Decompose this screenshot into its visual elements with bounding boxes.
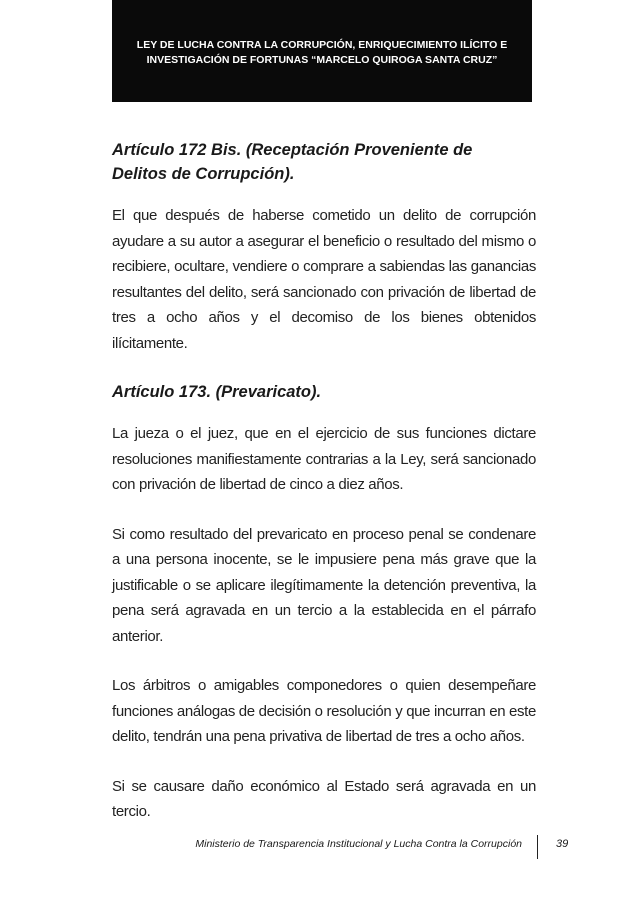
paragraph: El que después de haberse cometido un delito de corrupción ayudare a su autor a asegurar el beneficio o resultado del mismo o recibiere, ocultare, vendiere o comprare a sabiendas las ganancias resultantes del delito, será sancionado con privación de libertad de tres a ocho años y el decomiso de los bienes obtenidos ilícitamente. — [112, 207, 536, 352]
article-heading-173: Artículo 173. (Prevaricato). — [112, 383, 322, 401]
article-heading-line-1: Artículo 172 Bis. (Receptación Proveniente de — [112, 141, 473, 159]
footer-divider — [537, 835, 538, 859]
header-title-line-1: LEY DE LUCHA CONTRA LA CORRUPCIÓN, ENRIQUECIMIENTO ILÍCITO E — [136, 39, 508, 51]
footer-publisher: Ministerio de Transparencia Institucional y Lucha Contra la Corrupción — [195, 838, 522, 850]
header-title-line-2: INVESTIGACIÓN DE FORTUNAS “MARCELO QUIROGA SANTA CRUZ” — [146, 54, 498, 66]
header-title — [112, 38, 532, 68]
document-body — [112, 138, 536, 825]
paragraph: Si se causare daño económico al Estado será agravada en un tercio. — [112, 777, 536, 820]
paragraph: La jueza o el juez, que en el ejercicio de sus funciones dictare resoluciones manifiestamente contrarias a la Ley, será sancionado con privación de libertad de cinco a diez años. — [112, 425, 536, 493]
paragraph: Los árbitros o amigables componedores o quien desempeñare funciones análogas de decisión o resolución y que incurran en este delito, tendrán una pena privativa de libertad de tres a ocho años. — [112, 677, 536, 745]
paragraph: Si como resultado del prevaricato en proceso penal se condenare a una persona inocente, se le impusiere pena más grave que la justificable o se aplicare ilegítimamente la detención preventiva, la pena será agravada en un tercio a la establecida en el párrafo anterior. — [112, 525, 536, 645]
article-heading-line-2: Delitos de Corrupción). — [112, 165, 295, 183]
article-heading-172-bis — [112, 138, 536, 186]
header-banner — [112, 0, 532, 102]
page-number: 39 — [556, 838, 569, 850]
page-footer — [0, 835, 618, 865]
